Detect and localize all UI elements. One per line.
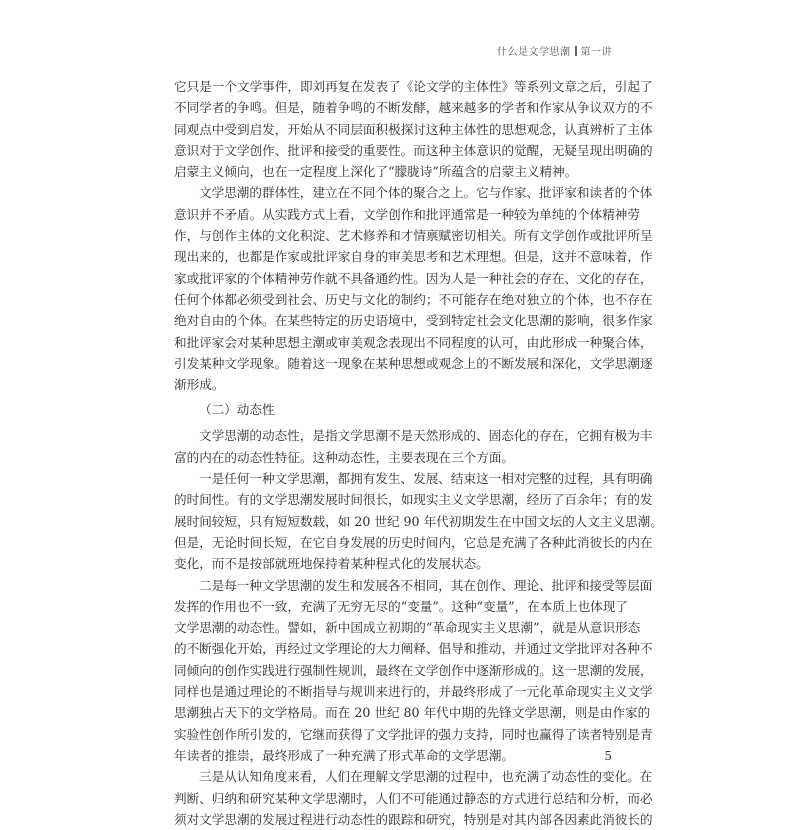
paragraph-line: 一是任何一种文学思潮，都拥有发生、发展、结束这一相对完整的过程，具有明确	[199, 471, 653, 487]
paragraph-line: 须对文学思潮的发展过程进行动态性的跟踪和研究，特别是对其内部各因素此消彼长的	[174, 811, 653, 827]
paragraph-line: 的不断强化开始，再经过文学理论的大力阐释、倡导和推动，并通过文学批评对各种不	[174, 641, 653, 657]
paragraph-line: 同倾向的创作实践进行强制性规训，最终在文学创作中逐渐形成的。这一思潮的发展，	[174, 662, 653, 678]
header-separator	[575, 46, 577, 56]
paragraph-line: 思潮独占天下的文学格局。而在 20 世纪 80 年代中期的先锋文学思潮，则是由作家的	[174, 705, 651, 721]
paragraph-line: 现出来的，也都是作家或批评家自身的审美思考和艺术理想。但是，这并不意味着，作	[174, 249, 653, 265]
paragraph-line: 启蒙主义倾向，也在一定程度上深化了“朦胧诗”所蕴含的启蒙主义精神。	[174, 164, 578, 180]
paragraph-line: 年读者的推崇，最终形成了一种充满了形式革命的文学思潮。	[174, 747, 515, 763]
paragraph-line: 变化，而不是按部就班地保持着某种程式化的发展状态。	[174, 556, 489, 572]
paragraph-line: 文学思潮的动态性。譬如，新中国成立初期的“革命现实主义思潮”，就是从意识形态	[174, 620, 641, 636]
paragraph-line: 展时间较短，只有短短数载，如 20 世纪 90 年代初期发生在中国文坛的人文主义思潮。	[174, 513, 663, 529]
paragraph-line: 不同学者的争鸣。但是，随着争鸣的不断发酵，越来越多的学者和作家从争议双方的不	[174, 100, 653, 116]
paragraph-line: 意识对于文学创作、批评和接受的重要性。而这种主体意识的觉醒，无疑呈现出明确的	[174, 142, 653, 158]
paragraph-line: 富的内在的动态性特征。这种动态性，主要表现在三个方面。	[174, 449, 515, 465]
paragraph-line: 同样也是通过理论的不断指导与规训来进行的，并最终形成了一元化革命现实主义文学	[174, 684, 653, 700]
paragraph-line: 任何个体都必须受到社会、历史与文化的制约；不可能存在绝对独立的个体，也不存在	[174, 291, 653, 307]
section-subheading: （二）动态性	[199, 402, 275, 418]
paragraph-line: 它只是一个文学事件，即刘再复在发表了《论文学的主体性》等系列文章之后，引起了	[174, 79, 653, 94]
paragraph-line: 实验性创作所引发的，它继而获得了文学批评的强力支持，同时也赢得了读者特别是青	[174, 726, 653, 742]
paragraph-line: 意识并不矛盾。从实践方式上看，文学创作和批评通常是一种较为单纯的个体精神劳	[174, 206, 640, 222]
paragraph-line: 同观点中受到启发，开始从不同层面积极探讨这种主体性的思想观念，认真辨析了主体	[174, 121, 653, 137]
page-number: 5	[604, 749, 612, 763]
paragraph-line: 渐形成。	[174, 377, 225, 393]
paragraph-line: 和批评家会对某种思想主潮或审美观念表现出不同程度的认可，由此形成一种聚合体，	[174, 334, 653, 350]
paragraph-line: 的时间性。有的文学思潮发展时间很长，如现实主义文学思潮，经历了百余年；有的发	[174, 492, 653, 508]
paragraph-line: 但是，无论时间长短，在它自身发展的历史时间内，它总是充满了各种此消彼长的内在	[174, 534, 653, 550]
paragraph-line: 判断、归纳和研究某种文学思潮时，人们不可能通过静态的方式进行总结和分析，而必	[174, 790, 653, 806]
paragraph-line: 绝对自由的个体。在某些特定的历史语境中，受到特定社会文化思潮的影响，很多作家	[174, 313, 653, 329]
running-header	[497, 43, 612, 58]
paragraph-line: 作，与创作主体的文化积淀、艺术修养和才情禀赋密切相关。所有文学创作或批评所呈	[174, 228, 653, 244]
body-text	[174, 76, 663, 830]
lecture-label: 第一讲	[580, 47, 612, 58]
chapter-title: 什么是文学思潮	[497, 47, 571, 58]
paragraph-line: 二是每一种文学思潮的发生和发展各不相同，其在创作、理论、批评和接受等层面	[199, 577, 653, 593]
paragraph-line: 三是从认知角度来看，人们在理解文学思潮的过程中，也充满了动态性的变化。在	[199, 769, 653, 785]
paragraph-line: 文学思潮的动态性，是指文学思潮不是天然形成的、固态化的存在，它拥有极为丰	[199, 428, 653, 444]
paragraph-line: 家或批评家的个体精神劳作就不具备通约性。因为人是一种社会的存在、文化的存在，	[174, 270, 653, 286]
paragraph-line: 引发某种文学现象。随着这一现象在某种思想或观念上的不断发展和深化，文学思潮逐	[174, 355, 653, 371]
paragraph-line: 文学思潮的群体性，建立在不同个体的聚合之上。它与作家、批评家和读者的个体	[199, 185, 653, 201]
paragraph-line: 发挥的作用也不一致，充满了无穷无尽的“变量”。这种“变量”，在本质上也体现了	[174, 598, 628, 614]
